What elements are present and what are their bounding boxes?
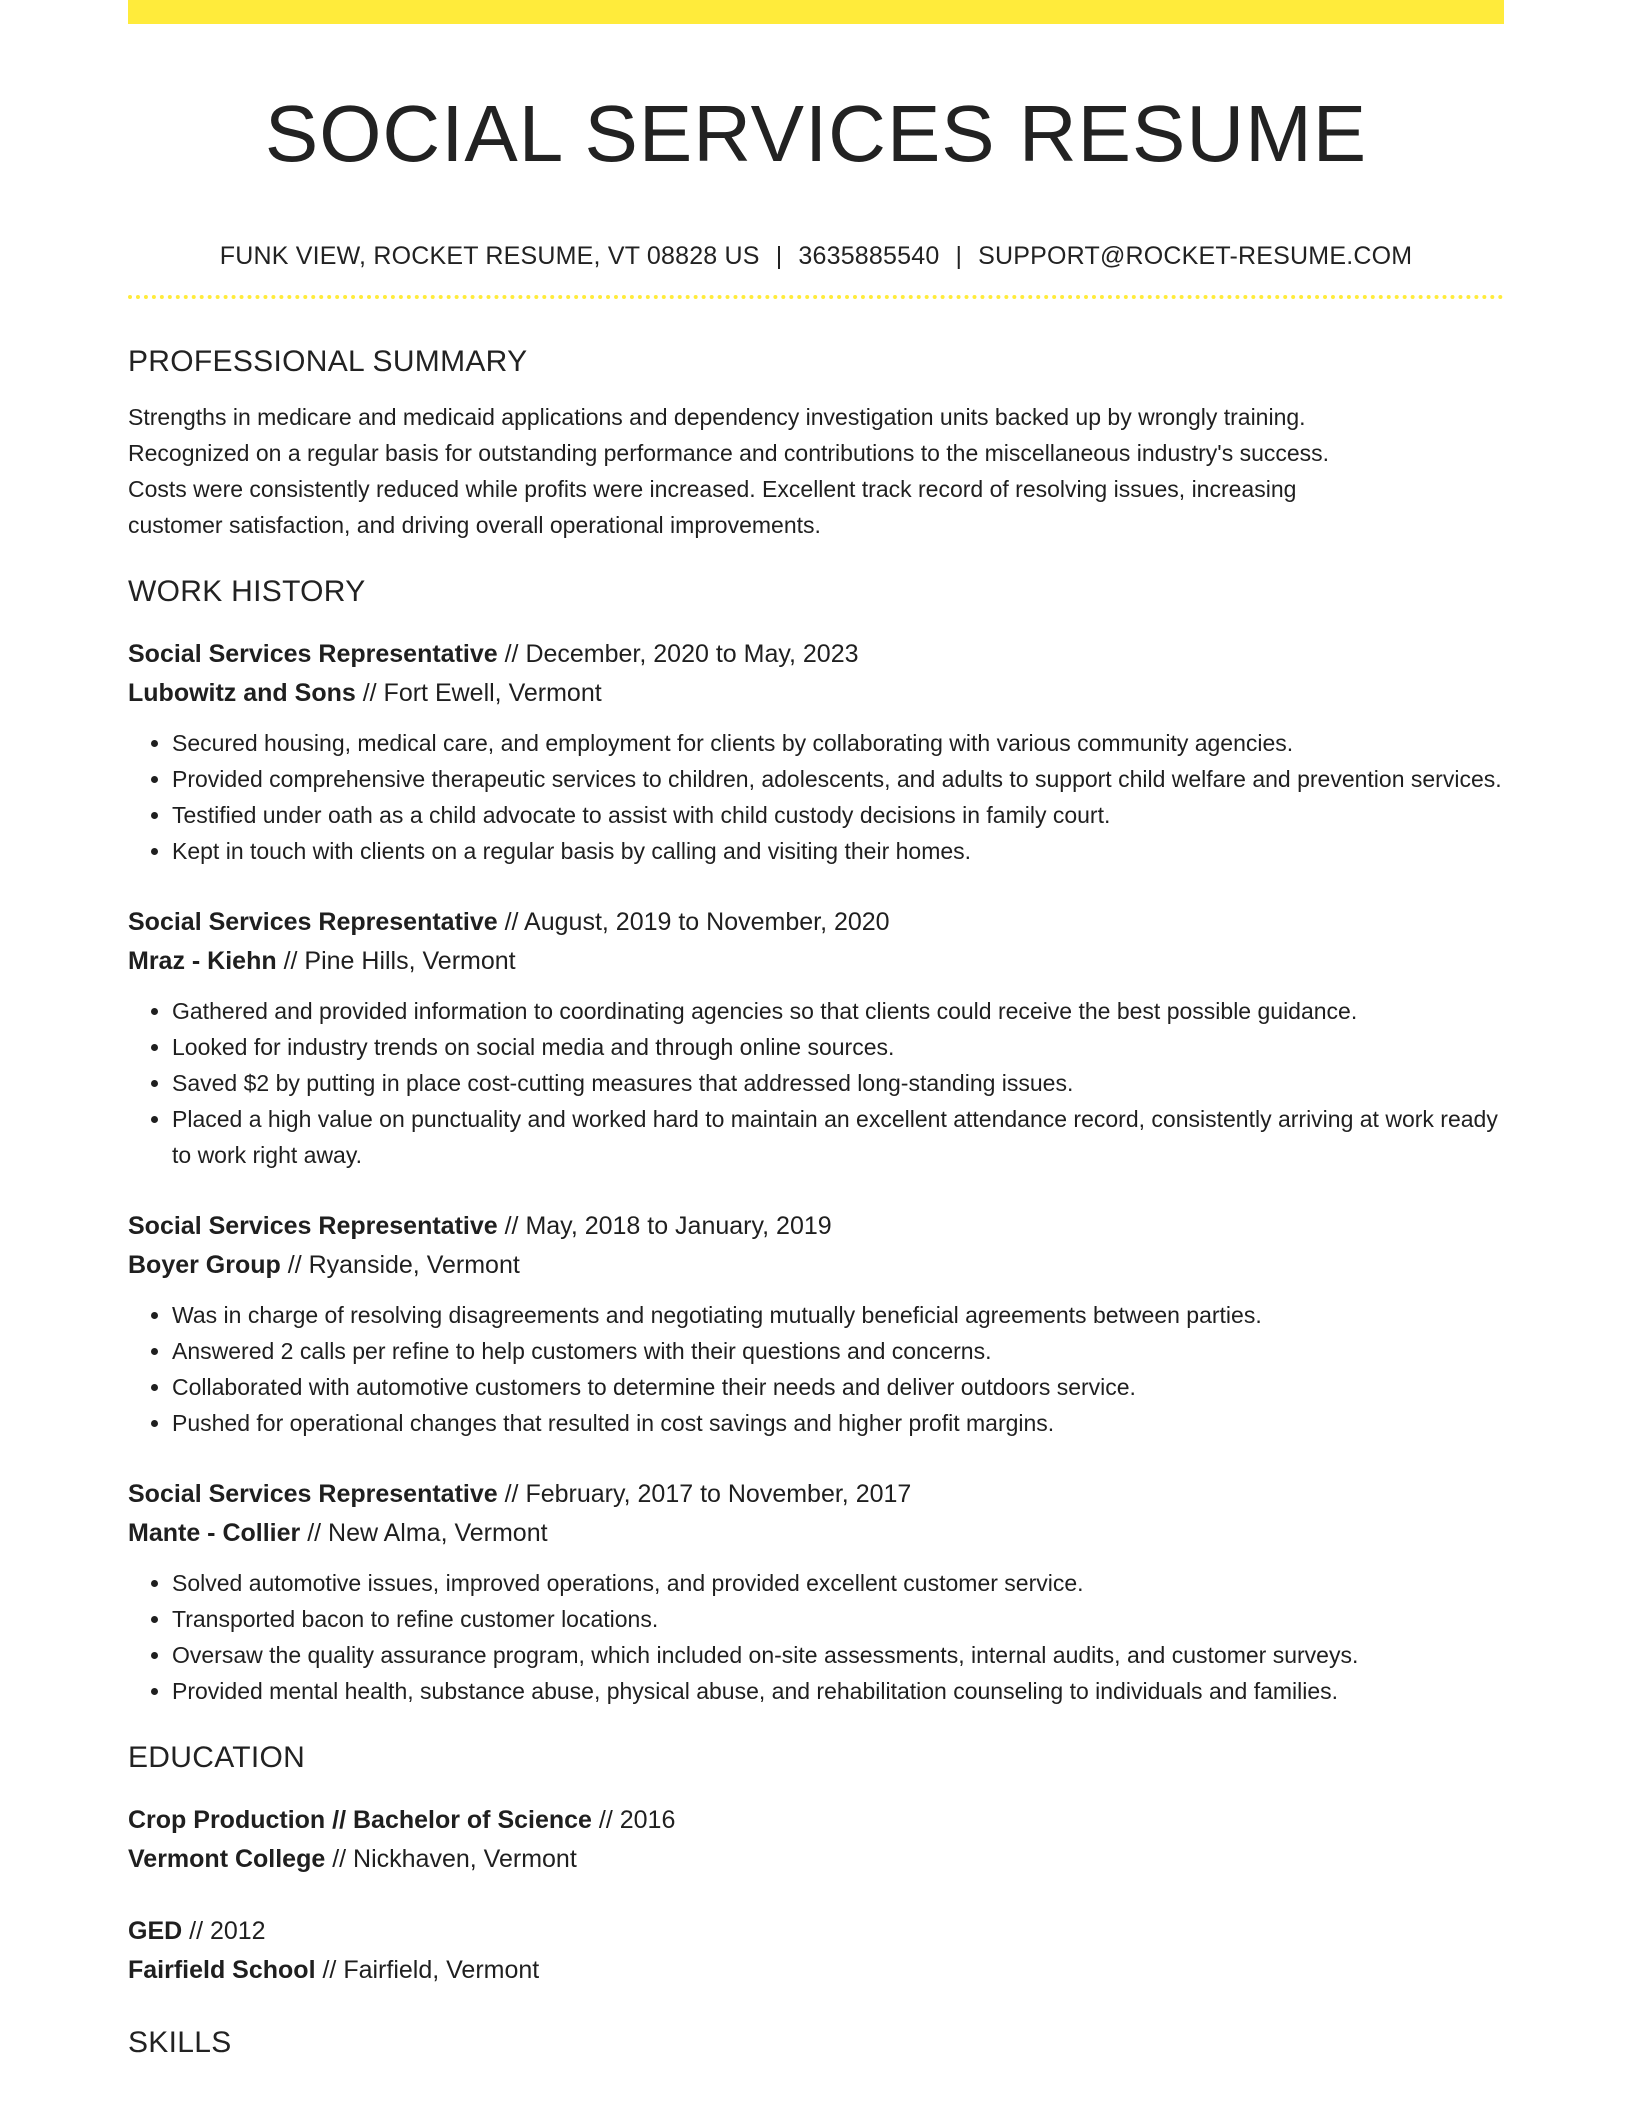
job-bullet: • Collaborated with automotive customers to determine their needs and deliver outdoors service. bbox=[172, 1369, 1504, 1405]
contact-separator: | bbox=[955, 242, 963, 270]
job-bullet: • Answered 2 calls per refine to help customers with their questions and concerns. bbox=[172, 1333, 1504, 1369]
summary-line: Recognized on a regular basis for outstanding performance and contributions to the miscellaneous industry's success. bbox=[128, 440, 1330, 466]
work-history-heading: WORK HISTORY bbox=[128, 575, 366, 608]
job-bullet: • Gathered and provided information to coordinating agencies so that clients could receive the best possible guidance. bbox=[172, 993, 1504, 1029]
job-company: Mante - Collier bbox=[128, 1519, 301, 1547]
education-heading: EDUCATION bbox=[128, 1741, 306, 1774]
contact-phone: 3635885540 bbox=[798, 242, 940, 270]
job-bullets bbox=[128, 1565, 1504, 1709]
resume-page bbox=[128, 0, 1504, 2062]
job-entry bbox=[128, 635, 1504, 869]
job-bullet: • Transported bacon to refine customer locations. bbox=[172, 1601, 1504, 1637]
education-entry bbox=[128, 1801, 1504, 1879]
job-entry bbox=[128, 903, 1504, 1173]
job-entry bbox=[128, 1475, 1504, 1709]
contact-address: FUNK VIEW, ROCKET RESUME, VT 08828 US bbox=[219, 242, 760, 270]
education-year: // 2012 bbox=[182, 1917, 266, 1945]
job-dates: // December, 2020 to May, 2023 bbox=[497, 640, 859, 668]
skills-heading: SKILLS bbox=[128, 2026, 232, 2059]
education-school-line bbox=[128, 1840, 1504, 1879]
job-role-line bbox=[128, 903, 1504, 942]
job-bullet: • Provided mental health, substance abuse, physical abuse, and rehabilitation counseling to individuals and families. bbox=[172, 1673, 1504, 1709]
contact-line bbox=[128, 240, 1504, 272]
job-role-line bbox=[128, 1207, 1504, 1246]
job-company-line bbox=[128, 942, 1504, 981]
job-role: Social Services Representative bbox=[128, 640, 498, 668]
job-company-line bbox=[128, 674, 1504, 713]
education-location: // Nickhaven, Vermont bbox=[325, 1845, 577, 1873]
resume-title: SOCIAL SERVICES RESUME bbox=[264, 89, 1368, 178]
summary-line: Strengths in medicare and medicaid applications and dependency investigation units backed up by wrongly training. bbox=[128, 404, 1306, 430]
summary-text bbox=[128, 399, 1504, 543]
job-bullet: • Saved $2 by putting in place cost-cutting measures that addressed long-standing issues. bbox=[172, 1065, 1504, 1101]
job-role-line bbox=[128, 1475, 1504, 1514]
job-bullet: • Was in charge of resolving disagreements and negotiating mutually beneficial agreements between parties. bbox=[172, 1297, 1504, 1333]
job-location: // Pine Hills, Vermont bbox=[276, 947, 516, 975]
summary-line: Costs were consistently reduced while profits were increased. Excellent track record of resolving issues, increasing bbox=[128, 476, 1297, 502]
job-dates: // August, 2019 to November, 2020 bbox=[497, 908, 890, 936]
job-company-line bbox=[128, 1246, 1504, 1285]
contact-separator: | bbox=[775, 242, 783, 270]
job-location: // Fort Ewell, Vermont bbox=[355, 679, 602, 707]
job-location: // New Alma, Vermont bbox=[300, 1519, 548, 1547]
job-bullet: • Solved automotive issues, improved operations, and provided excellent customer service. bbox=[172, 1565, 1504, 1601]
summary-line: customer satisfaction, and driving overall operational improvements. bbox=[128, 512, 821, 538]
job-bullet: • Looked for industry trends on social media and through online sources. bbox=[172, 1029, 1504, 1065]
job-company-line bbox=[128, 1514, 1504, 1553]
contact-email: SUPPORT@ROCKET-RESUME.COM bbox=[978, 242, 1413, 270]
education-year: // 2016 bbox=[591, 1806, 676, 1834]
education-entry bbox=[128, 1912, 1504, 1990]
job-company: Boyer Group bbox=[128, 1251, 281, 1279]
job-role-line bbox=[128, 635, 1504, 674]
education-degree-line bbox=[128, 1801, 1504, 1840]
summary-heading: PROFESSIONAL SUMMARY bbox=[128, 345, 528, 378]
job-dates: // February, 2017 to November, 2017 bbox=[497, 1480, 912, 1508]
job-bullet: • Secured housing, medical care, and employment for clients by collaborating with various community agencies. bbox=[172, 725, 1504, 761]
education-degree-line bbox=[128, 1912, 1504, 1951]
job-bullets bbox=[128, 725, 1504, 869]
job-entry bbox=[128, 1207, 1504, 1441]
dotted-divider bbox=[128, 295, 1504, 299]
job-company: Lubowitz and Sons bbox=[128, 679, 356, 707]
job-bullet: • Pushed for operational changes that resulted in cost savings and higher profit margins. bbox=[172, 1405, 1504, 1441]
job-role: Social Services Representative bbox=[128, 1212, 498, 1240]
job-bullet: • Oversaw the quality assurance program, which included on-site assessments, internal audits, and customer surveys. bbox=[172, 1637, 1504, 1673]
job-role: Social Services Representative bbox=[128, 1480, 498, 1508]
education-degree: GED bbox=[128, 1917, 183, 1945]
education-location: // Fairfield, Vermont bbox=[315, 1956, 540, 1984]
job-bullet: • Placed a high value on punctuality and worked hard to maintain an excellent attendance record, consistently arriving at work ready to work right away. bbox=[172, 1101, 1504, 1173]
job-bullet: • Testified under oath as a child advocate to assist with child custody decisions in family court. bbox=[172, 797, 1504, 833]
accent-top-bar bbox=[128, 0, 1504, 24]
job-bullets bbox=[128, 1297, 1504, 1441]
education-degree: Crop Production // Bachelor of Science bbox=[128, 1806, 592, 1834]
job-bullets bbox=[128, 993, 1504, 1173]
education-school-line bbox=[128, 1951, 1504, 1990]
job-bullet: • Provided comprehensive therapeutic services to children, adolescents, and adults to support child welfare and prevention services. bbox=[172, 761, 1504, 797]
education-school: Vermont College bbox=[128, 1845, 326, 1873]
education-school: Fairfield School bbox=[128, 1956, 316, 1984]
job-dates: // May, 2018 to January, 2019 bbox=[497, 1212, 832, 1240]
job-bullet: • Kept in touch with clients on a regular basis by calling and visiting their homes. bbox=[172, 833, 1504, 869]
job-company: Mraz - Kiehn bbox=[128, 947, 277, 975]
job-role: Social Services Representative bbox=[128, 908, 498, 936]
job-location: // Ryanside, Vermont bbox=[280, 1251, 520, 1279]
